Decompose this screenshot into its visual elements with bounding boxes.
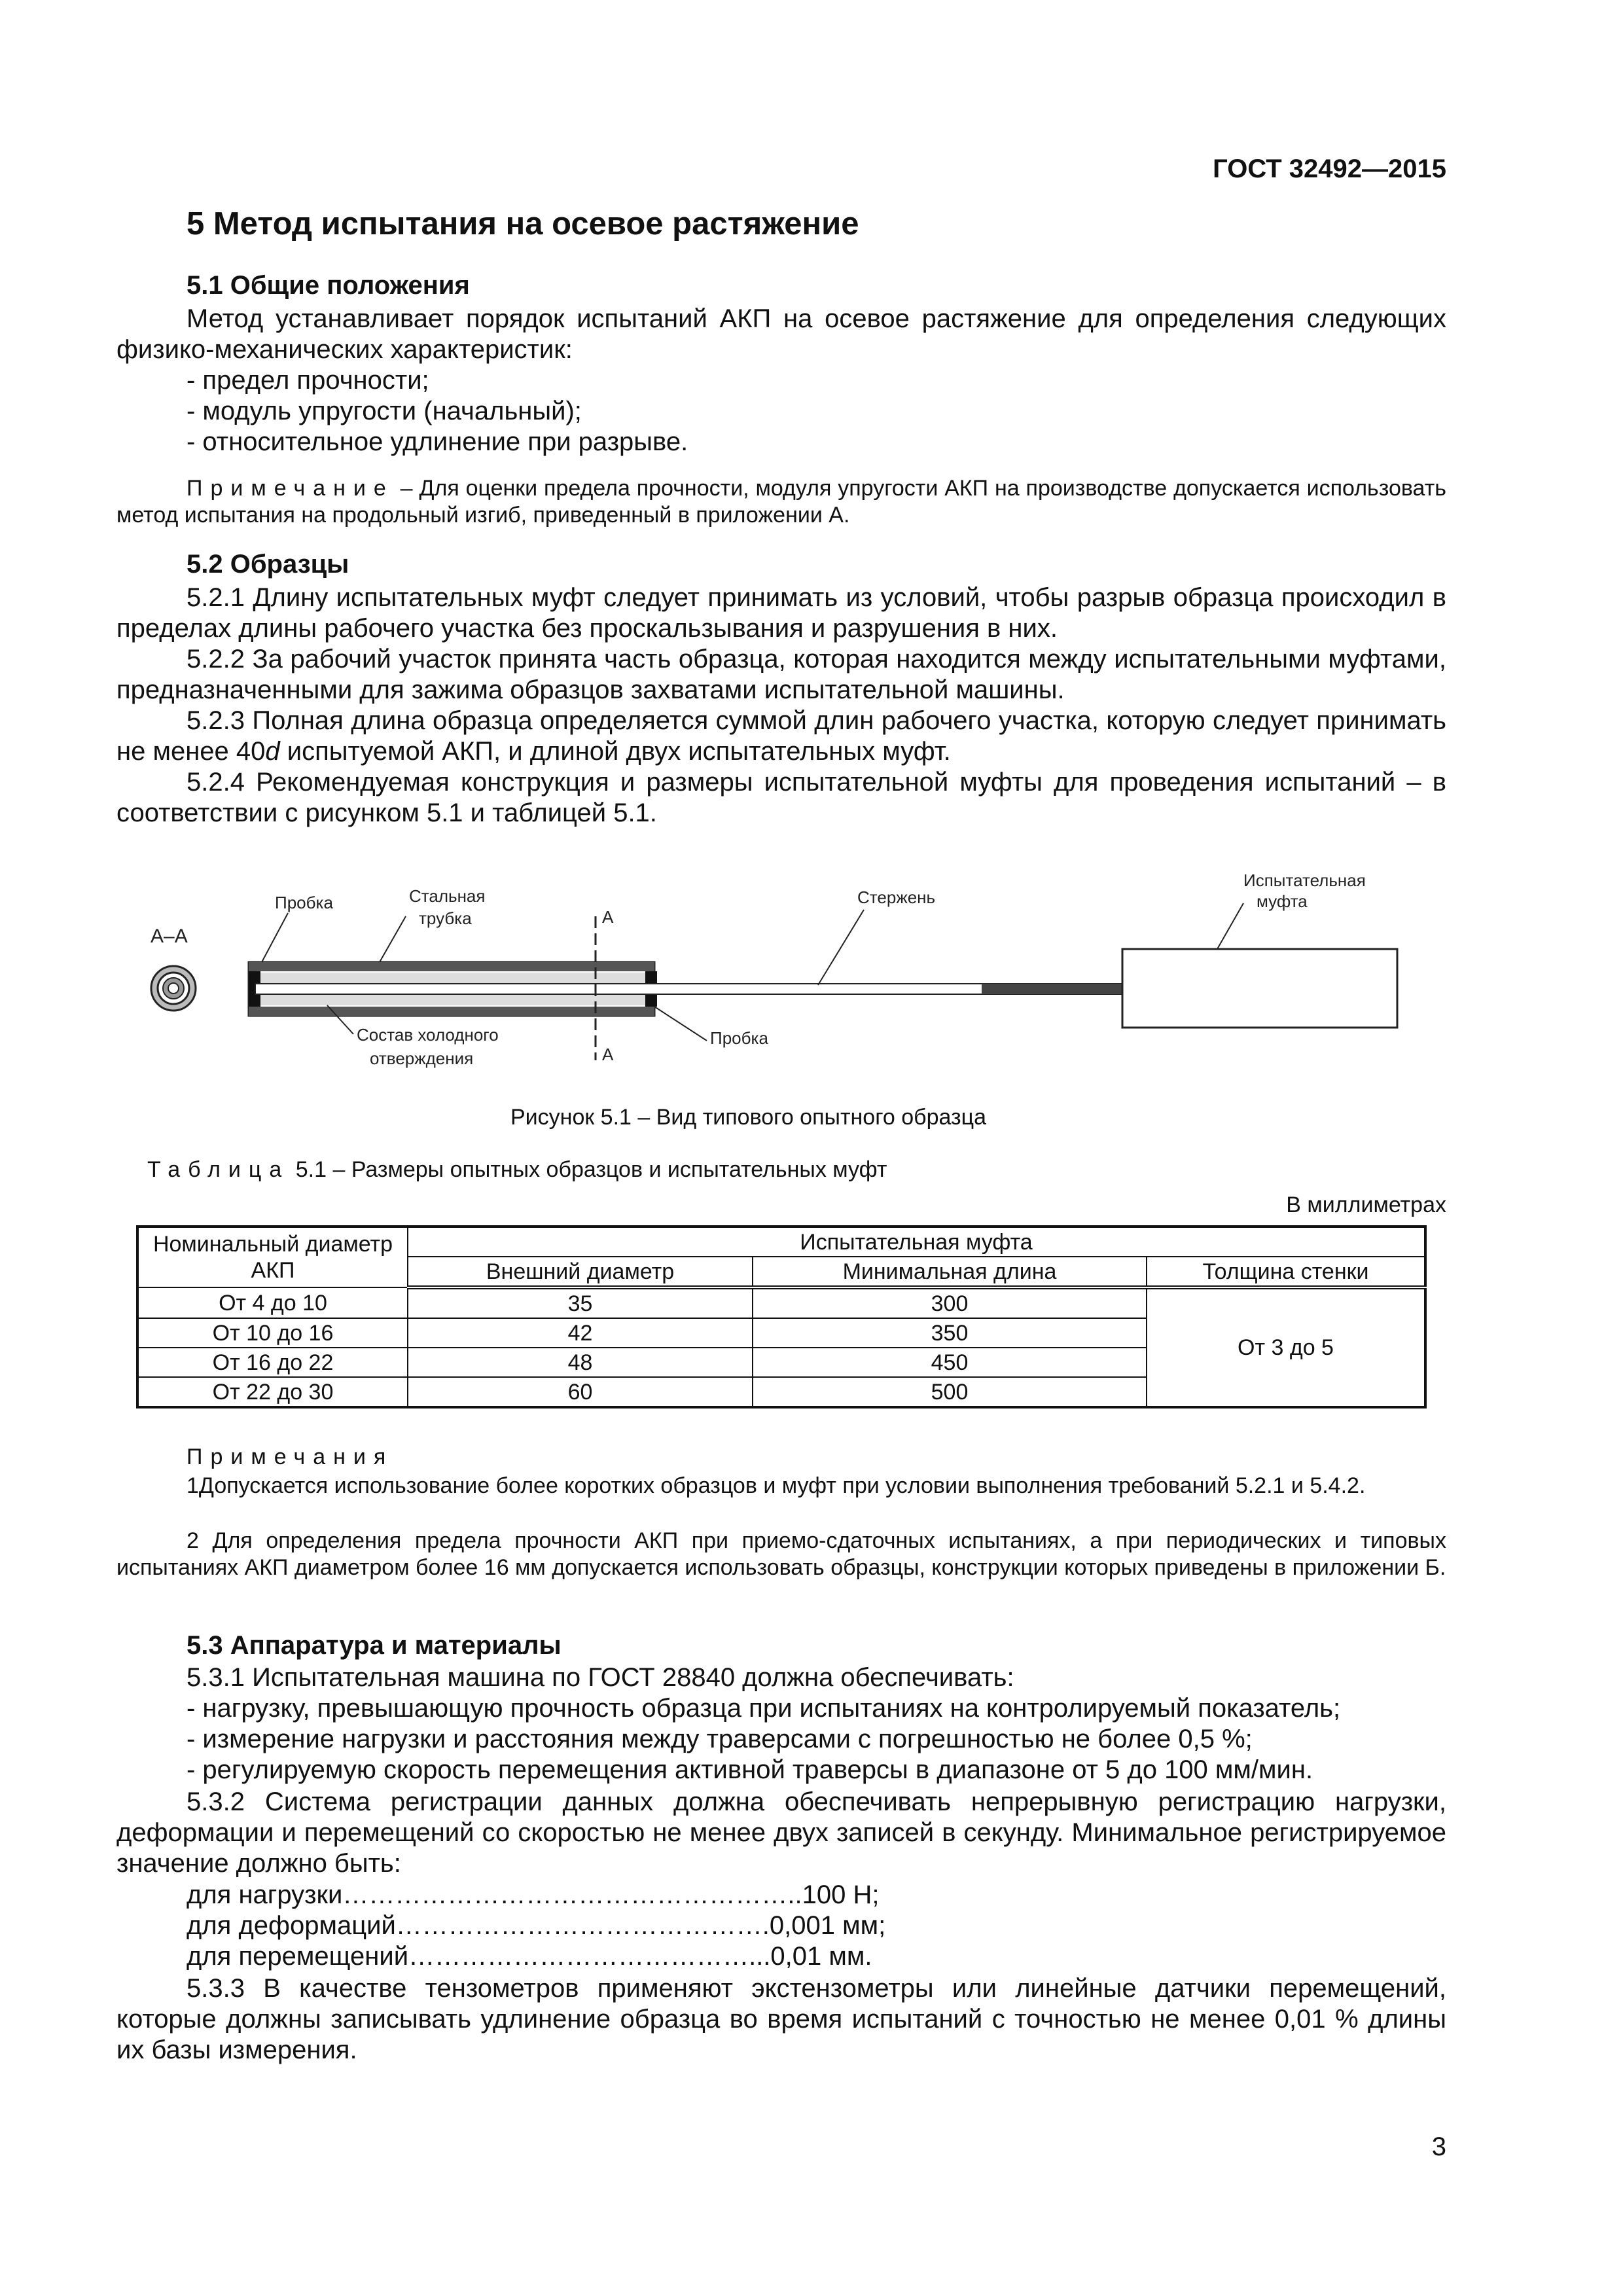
note-2: 2 Для определения предела прочности АКП при приемо-сдаточных испытаниях, а при периодических и типовых испытаниях АКП диаметром более 16 мм допускается использовать образцы, конструкции которых приведены в приложении Б.	[116, 1528, 1446, 1580]
min-value-deformation: для деформаций…………………………………….0,001 мм;	[187, 1911, 886, 1940]
label-compound-1: Состав холодного	[357, 1025, 499, 1045]
test-coupling	[1122, 949, 1397, 1028]
min-value-displacement: для перемещений…………………………………...0,01 мм.	[187, 1942, 872, 1971]
label-steel-tube-1: Стальная	[409, 886, 486, 906]
table-cell: 450	[753, 1348, 1147, 1377]
table-cell: 48	[408, 1348, 753, 1377]
table-cell: От 16 до 22	[137, 1348, 408, 1377]
table-cell-wall: От 3 до 5	[1147, 1287, 1425, 1407]
list-item: - регулируемую скорость перемещения активной траверсы в диапазоне от 5 до 100 мм/мин.	[187, 1755, 1313, 1784]
paragraph-5-2-1: 5.2.1 Длину испытательных муфт следует принимать из условий, чтобы разрыв образца происходил в пределах длины рабочего участка без проскальзывания и разрушения в них.	[116, 583, 1446, 643]
list-item: - нагрузку, превышающую прочность образца при испытаниях на контролируемый показатель;	[187, 1694, 1341, 1723]
table-cell: 42	[408, 1318, 753, 1348]
label-plug-left: Пробка	[275, 893, 333, 912]
subsection-title-5-1: 5.1 Общие положения	[187, 271, 470, 300]
table-cell: От 4 до 10	[137, 1287, 408, 1318]
table-cell: 500	[753, 1377, 1147, 1407]
table-caption	[147, 1157, 887, 1183]
paragraph-text: 5.2.3 Полная длина образца определяется суммой длин рабочего участка, которую следует принимать не менее 40	[116, 706, 1446, 766]
table-header-nominal: Номинальный диаметр АКП	[137, 1227, 408, 1287]
table-header-outer: Внешний диаметр	[408, 1257, 753, 1287]
paragraph-text: испытуемой АКП, и длиной двух испытательных муфт.	[279, 737, 951, 766]
list-item: - предел прочности;	[187, 366, 429, 395]
page-number: 3	[1431, 2132, 1446, 2161]
note-1: 1Допускается использование более коротких образцов и муфт при условии выполнения требований 5.2.1 и 5.4.2.	[187, 1473, 1366, 1498]
paragraph-5-3-3: 5.3.3 В качестве тензометров применяют экстензометры или линейные датчики перемещений, которые должны записывать удлинение образца во время испытаний с точностью не менее 0,01 % длины их базы измерения.	[116, 1974, 1446, 2064]
subsection-title-5-3: 5.3 Аппаратура и материалы	[187, 1631, 562, 1660]
note-5-1	[116, 475, 1446, 529]
label-coupling-2: муфта	[1257, 891, 1308, 911]
dimensions-table	[136, 1225, 1427, 1408]
paragraph-5-1-intro: Метод устанавливает порядок испытаний АКП на осевое растяжение для определения следующих физико-механических характеристик:	[116, 304, 1446, 364]
list-item: - модуль упругости (начальный);	[187, 397, 582, 425]
figure-specimen-drawing	[131, 864, 1440, 1073]
table-cell: От 10 до 16	[137, 1318, 408, 1348]
list-item: - измерение нагрузки и расстояния между траверсами с погрешностью не более 0,5 %;	[187, 1725, 1253, 1753]
label-compound-2: отверждения	[370, 1049, 474, 1068]
table-cell: 35	[408, 1287, 753, 1318]
min-value-load: для нагрузки……………………………………………..100 Н;	[187, 1880, 880, 1909]
paragraph-5-2-2: 5.2.2 За рабочий участок принята часть образца, которая находится между испытательными муфтами, предназначенными для зажима образцов захватами испытательной машины.	[116, 645, 1446, 704]
section-title: 5 Метод испытания на осевое растяжение	[187, 206, 859, 242]
standard-number: ГОСТ 32492—2015	[1213, 154, 1446, 183]
table-cell: От 22 до 30	[137, 1377, 408, 1407]
paragraph-5-3-1: 5.3.1 Испытательная машина по ГОСТ 28840 должна обеспечивать:	[187, 1663, 1014, 1692]
label-plug-right: Пробка	[710, 1028, 768, 1048]
table-caption-text: 5.1 – Размеры опытных образцов и испытательных муфт	[289, 1157, 887, 1182]
label-steel-tube-2: трубка	[419, 908, 472, 928]
subsection-title-5-2: 5.2 Образцы	[187, 550, 349, 579]
table-header-minlen: Минимальная длина	[753, 1257, 1147, 1287]
table-header-wall: Толщина стенки	[1147, 1257, 1425, 1287]
figure-caption: Рисунок 5.1 – Вид типового опытного образца	[510, 1105, 986, 1130]
cut-label-top: А	[602, 907, 614, 927]
note-label: Примечание	[187, 476, 394, 501]
table-cell: 60	[408, 1377, 753, 1407]
paragraph-5-2-3	[116, 706, 1446, 767]
table-cell: 350	[753, 1318, 1147, 1348]
list-item: - относительное удлинение при разрыве.	[187, 427, 688, 456]
paragraph-5-3-2: 5.3.2 Система регистрации данных должна обеспечивать непрерывную регистрацию нагрузки, деформации и перемещений со скоростью не менее двух записей в секунду. Минимальное регистрируемое значение должно быть:	[116, 1787, 1446, 1878]
section-label: А–А	[151, 925, 188, 947]
label-coupling-1: Испытательная	[1243, 870, 1366, 890]
paragraph-5-2-4: 5.2.4 Рекомендуемая конструкция и размеры испытательной муфты для проведения испытаний – в соответствии с рисунком 5.1 и таблицей 5.1.	[116, 768, 1446, 827]
table-caption-label: Таблица	[147, 1157, 290, 1182]
cut-label-bottom: А	[602, 1045, 614, 1064]
table-units: В миллиметрах	[1286, 1193, 1446, 1217]
table-row	[137, 1287, 1425, 1318]
notes-label: Примечания	[187, 1444, 394, 1469]
table-cell: 300	[753, 1287, 1147, 1318]
table-header-coupling: Испытательная муфта	[408, 1227, 1425, 1257]
note-text: – Для оценки предела прочности, модуля упругости АКП на производстве допускается использовать метод испытания на продольный изгиб, приведенный в приложении А.	[116, 476, 1446, 528]
variable-d: d	[265, 737, 280, 766]
label-rod: Стержень	[857, 888, 936, 907]
